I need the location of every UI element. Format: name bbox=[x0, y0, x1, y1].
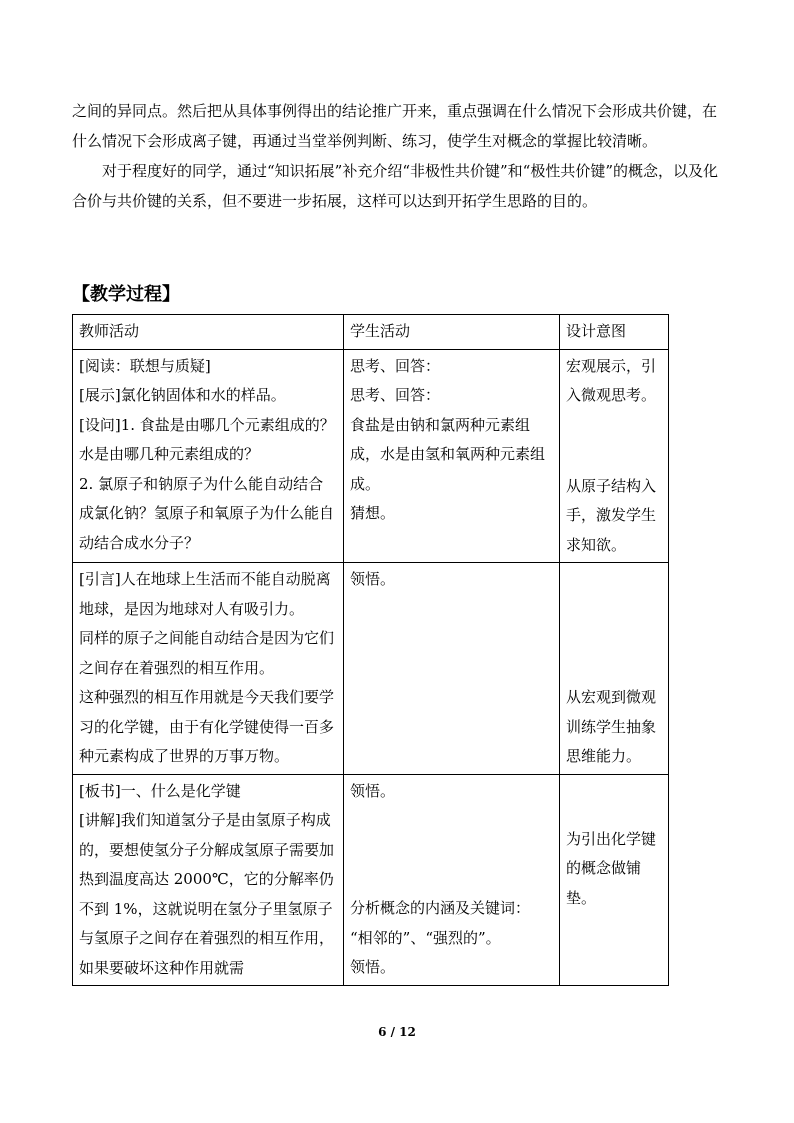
cell-line: 同样的原子之间能自动结合是因为它们之间存在着强烈的相互作用。 bbox=[79, 629, 335, 677]
cell-line: 领悟。 bbox=[350, 958, 396, 976]
table-row bbox=[73, 563, 669, 775]
design-intent-cell bbox=[560, 774, 669, 986]
cell-line: 思考、回答： bbox=[350, 386, 441, 404]
section-title: 【教学过程】 bbox=[72, 284, 180, 305]
intro-paragraph-2: 对于程度好的同学，通过“知识拓展”补充介绍“非极性共价键”和“极性共价键”的概念，以及化合价与共价键的关系，但不要进一步拓展，这样可以达到开拓学生思路的目的。 bbox=[72, 162, 719, 210]
cell-line: 这种强烈的相互作用就是今天我们要学习的化学键，由于有化学键使得一百多种元素构成了世界的万事万物。 bbox=[79, 688, 335, 765]
design-intent-cell bbox=[560, 563, 669, 775]
table-header-row bbox=[73, 315, 669, 350]
design-intent-cell bbox=[560, 349, 669, 563]
cell-line: 分析概念的内涵及关键词： bbox=[350, 899, 531, 917]
cell-line: [讲解]我们知道氢分子是由氢原子构成的，要想使氢分子分解成氢原子需要加热到温度高达 2000℃，它的分解率仍不到 1%，这就说明在氢分子里氢原子与氢原子之间存在着强烈的相互作用，如果要破坏这种作用就需 bbox=[79, 811, 335, 977]
intro-text bbox=[72, 96, 722, 216]
cell-line: [板书]一、什么是化学键 bbox=[79, 781, 241, 800]
cell-line: [设问]1. 食盐是由哪几个元素组成的？水是由哪几种元素组成的？ bbox=[79, 415, 335, 463]
teacher-activity-cell bbox=[73, 349, 344, 563]
cell-line: 思考、回答： bbox=[350, 356, 441, 375]
student-activity-cell bbox=[344, 349, 560, 563]
cell-line: “相邻的”、“强烈的”。 bbox=[350, 928, 501, 947]
cell-line: 为引出化学键的概念做铺垫。 bbox=[566, 829, 657, 907]
spacer bbox=[566, 411, 662, 472]
cell-line: 猜想。 bbox=[350, 504, 396, 522]
header-teacher-activity: 教师活动 bbox=[73, 315, 344, 350]
teacher-activity-cell bbox=[73, 774, 344, 986]
teacher-activity-cell bbox=[73, 563, 344, 775]
cell-line: [引言]人在地球上生活而不能自动脱离地球，是因为地球对人有吸引力。 bbox=[79, 570, 331, 618]
header-student-activity: 学生活动 bbox=[344, 315, 560, 350]
cell-line: 宏观展示，引入微观思考。 bbox=[566, 356, 657, 404]
student-activity-cell bbox=[344, 563, 560, 775]
student-activity-cell bbox=[344, 774, 560, 986]
cell-line: 从原子结构入手，激发学生求知欲。 bbox=[566, 476, 657, 554]
spacer bbox=[350, 806, 553, 894]
cell-line: 从宏观到微观训练学生抽象思维能力。 bbox=[566, 688, 657, 765]
intro-paragraph-1: 之间的异同点。然后把从具体事例得出的结论推广开来，重点强调在什么情况下会形成共价键，在什么情况下会形成离子键，再通过当堂举例判断、练习，使学生对概念的掌握比较清晰。 bbox=[72, 102, 718, 150]
cell-line: [阅读：联想与质疑] bbox=[79, 356, 211, 375]
cell-line: 领悟。 bbox=[350, 570, 396, 588]
teaching-process-table bbox=[72, 314, 669, 986]
cell-line: 领悟。 bbox=[350, 781, 396, 800]
cell-line: [展示]氯化钠固体和水的样品。 bbox=[79, 386, 286, 404]
cell-line: 2. 氯原子和钠原子为什么能自动结合成氯化钠？氢原子和氧原子为什么能自动结合成水分子？ bbox=[79, 474, 335, 552]
spacer bbox=[566, 777, 662, 825]
table-row bbox=[73, 349, 669, 563]
cell-line: 食盐是由钠和氯两种元素组成，水是由氢和氧两种元素组成。 bbox=[350, 415, 546, 493]
header-design-intent: 设计意图 bbox=[560, 315, 669, 350]
page-number: 6 / 12 bbox=[378, 1025, 416, 1039]
table-row bbox=[73, 774, 669, 986]
